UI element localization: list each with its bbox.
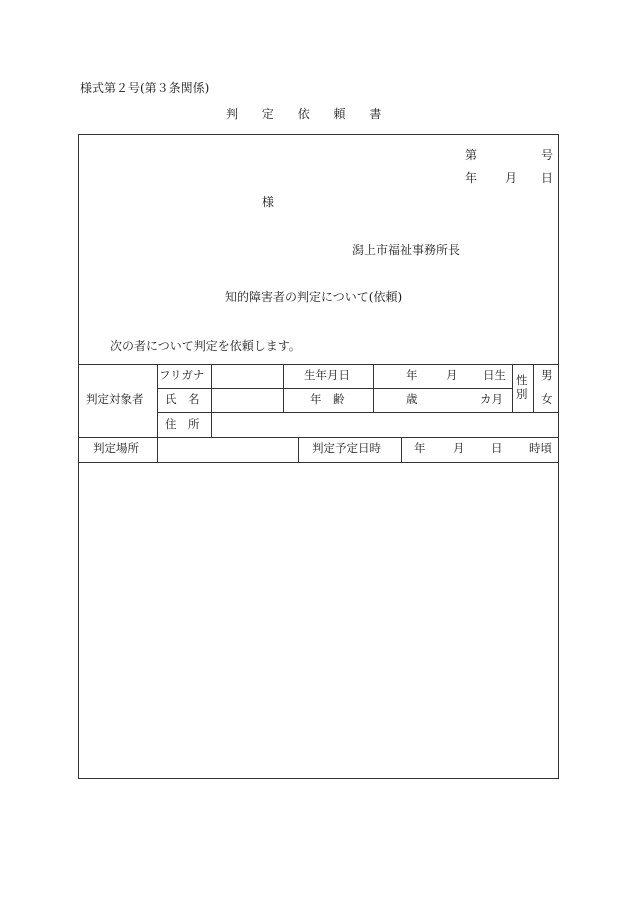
title-char: 書: [369, 107, 382, 121]
col-divider: [211, 364, 212, 437]
schedule-day: 日: [491, 441, 503, 455]
place-label: 判定場所: [93, 441, 139, 455]
row-divider: [78, 462, 559, 463]
birthdate-label: 生年月日: [304, 368, 350, 382]
title-char: 判: [226, 107, 239, 121]
schedule-month: 月: [453, 441, 465, 455]
number-prefix: 第: [465, 148, 478, 162]
document-title: [226, 108, 401, 120]
age-label: 年 齢: [310, 392, 345, 406]
subject-line: 知的障害者の判定について(依頼): [225, 290, 403, 304]
col-divider: [401, 437, 402, 462]
body-text: 次の者について判定を依頼します。: [110, 339, 301, 353]
birth-month: 月: [446, 368, 458, 382]
date-year: 年: [465, 171, 478, 185]
birth-day: 日生: [483, 368, 506, 382]
col-divider: [157, 364, 158, 462]
subject-label: 判定対象者: [86, 392, 144, 406]
date-month: 月: [505, 171, 518, 185]
title-char: 頼: [333, 107, 346, 121]
male-option: 男: [541, 368, 553, 382]
date-day: 日: [541, 171, 554, 185]
female-option: 女: [541, 392, 553, 406]
sender-name: 潟上市福祉事務所長: [352, 243, 461, 257]
row-divider: [78, 437, 559, 438]
col-divider: [512, 364, 513, 412]
title-char: 依: [297, 107, 310, 121]
col-divider: [283, 364, 284, 412]
sex-label-top: 性: [516, 373, 528, 387]
schedule-label: 判定予定日時: [312, 441, 381, 455]
title-char: 定: [261, 107, 274, 121]
form-number-label: 様式第２号(第３条関係): [80, 81, 210, 95]
schedule-time: 時頃: [529, 441, 552, 455]
age-years: 歳: [406, 392, 418, 406]
col-divider: [373, 364, 374, 412]
col-divider: [298, 437, 299, 462]
table-top-rule: [78, 364, 559, 365]
number-suffix: 号: [541, 148, 554, 162]
name-label: 氏 名: [165, 392, 200, 406]
age-months: カ月: [480, 392, 503, 406]
sex-label-bottom: 別: [516, 387, 528, 401]
address-label: 住 所: [165, 417, 200, 431]
addressee-suffix: 様: [262, 195, 275, 209]
col-divider: [533, 364, 534, 412]
form-frame: [78, 134, 559, 779]
birth-year: 年: [406, 368, 418, 382]
row-divider: [157, 412, 559, 413]
furigana-label: フリガナ: [159, 368, 205, 382]
schedule-year: 年: [414, 441, 426, 455]
